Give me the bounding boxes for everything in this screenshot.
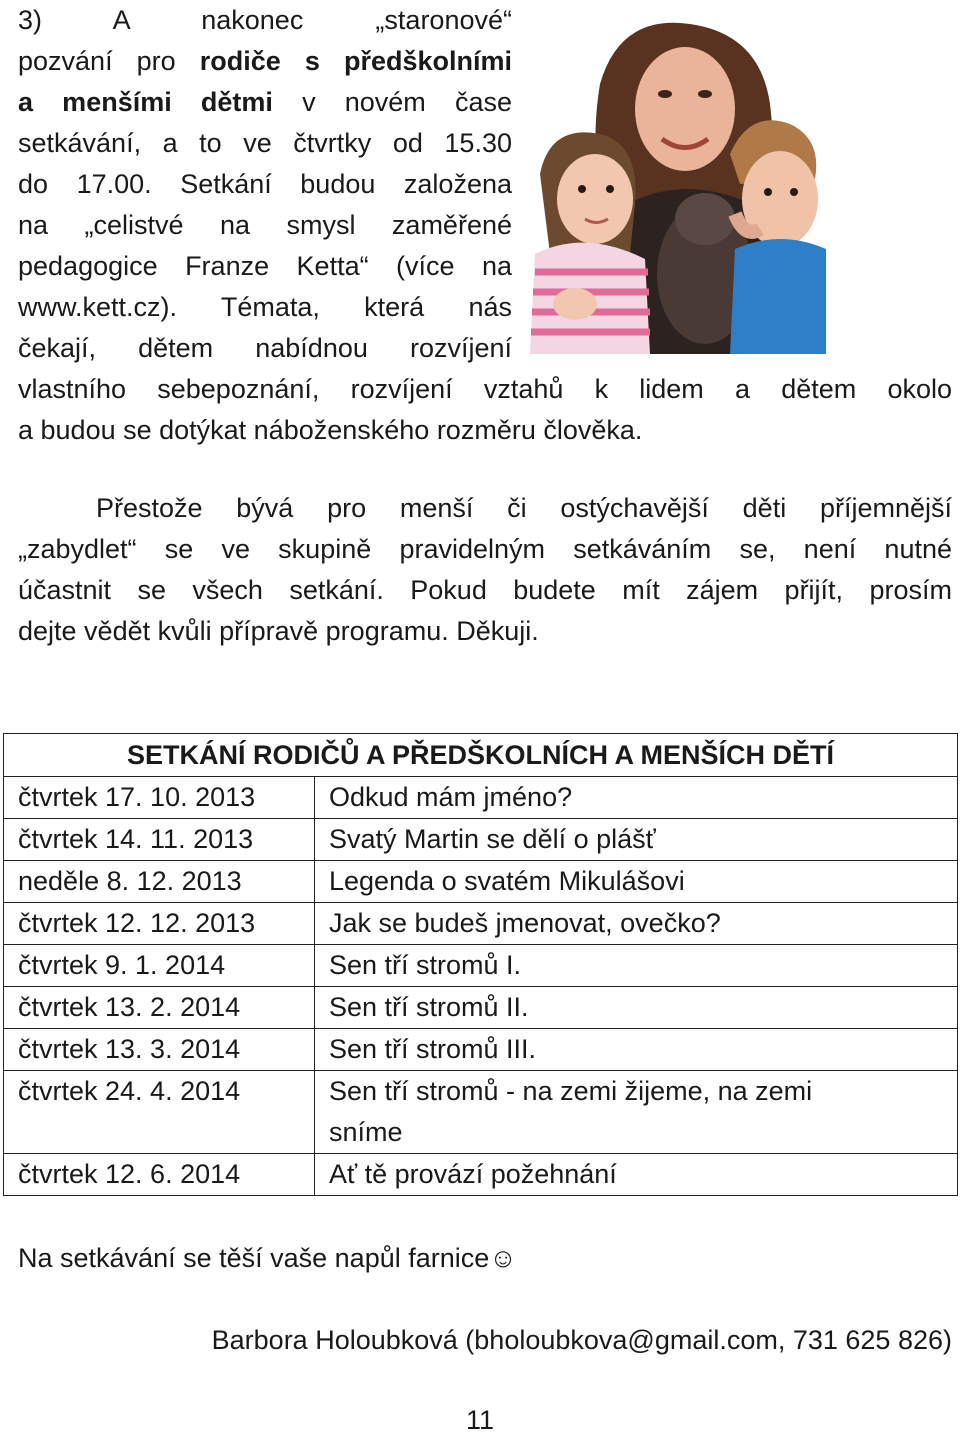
intro-line: a budou se dotýkat náboženského rozměru člověka. [18,415,643,445]
schedule-title-row [4,734,958,777]
intro-line: čekají, dětem nabídnou rozvíjení [18,333,512,363]
table-row [4,1029,958,1071]
schedule-date: čtvrtek 13. 3. 2014 [4,1029,315,1071]
schedule-date: čtvrtek 12. 6. 2014 [4,1154,315,1196]
intro-bold-parents: rodiče s předškolními [199,46,512,76]
schedule-topic: Sen tří stromů III. [315,1029,958,1071]
info-paragraph [18,488,952,652]
schedule-topic: Sen tří stromů - na zemi žijeme, na zemi sníme [315,1071,958,1154]
closing-line: Na setkávání se těší vaše napůl farnice☺ [18,1243,517,1273]
intro-line: vlastního sebepoznání, rozvíjení vztahů k lidem a dětem okolo [18,374,952,404]
intro-bold-children: a menšími dětmi [18,87,303,117]
table-row [4,987,958,1029]
intro-line: do 17.00. Setkání budou založena [18,169,512,199]
table-row [4,1154,958,1196]
schedule-topic: Sen tří stromů I. [315,945,958,987]
intro-line: a menšími dětmi v novém čase [18,87,512,117]
info-line: účastnit se všech setkání. Pokud budete mít zájem přijít, prosím [18,575,952,605]
schedule-topic: Ať tě provází požehnání [315,1154,958,1196]
info-line: dejte vědět kvůli přípravě programu. Děkuji. [18,616,539,646]
family-photo [530,14,826,354]
schedule-title: SETKÁNÍ RODIČŮ A PŘEDŠKOLNÍCH A MENŠÍCH DĚTÍ [4,734,958,777]
intro-line: pedagogice Franze Ketta“ (více na [18,251,512,281]
schedule-topic: Legenda o svatém Mikulášovi [315,861,958,903]
schedule-table [3,733,958,1196]
table-row [4,819,958,861]
intro-line: na „celistvé na smysl zaměřené [18,210,512,240]
intro-line: pozvání pro rodiče s předškolními [18,46,512,76]
signature-contact: Barbora Holoubková (bholoubkova@gmail.com, 731 625 826) [211,1325,952,1355]
table-row [4,777,958,819]
schedule-topic: Sen tří stromů II. [315,987,958,1029]
schedule-date: čtvrtek 13. 2. 2014 [4,987,315,1029]
intro-line: setkávání, a to ve čtvrtky od 15.30 [18,128,512,158]
info-line: Přestože bývá pro menší či ostýchavější děti příjemnější [96,493,952,523]
schedule-date: čtvrtek 12. 12. 2013 [4,903,315,945]
schedule-topic: Svatý Martin se dělí o plášť [315,819,958,861]
table-row [4,1071,958,1154]
schedule-date: čtvrtek 24. 4. 2014 [4,1071,315,1154]
schedule-date: neděle 8. 12. 2013 [4,861,315,903]
table-row [4,945,958,987]
page-number: 11 [465,1405,495,1435]
intro-continuation [18,369,952,451]
intro-line: 3) A nakonec „staronové“ [18,5,512,35]
info-line: „zabydlet“ se ve skupině pravidelným setkáváním se, není nutné [18,534,952,564]
intro-paragraph [18,0,512,369]
schedule-date: čtvrtek 14. 11. 2013 [4,819,315,861]
schedule-date: čtvrtek 17. 10. 2013 [4,777,315,819]
schedule-topic: Jak se budeš jmenovat, ovečko? [315,903,958,945]
schedule-date: čtvrtek 9. 1. 2014 [4,945,315,987]
schedule-topic: Odkud mám jméno? [315,777,958,819]
intro-line: www.kett.cz). Témata, která nás [18,292,512,322]
table-row [4,903,958,945]
table-row [4,861,958,903]
